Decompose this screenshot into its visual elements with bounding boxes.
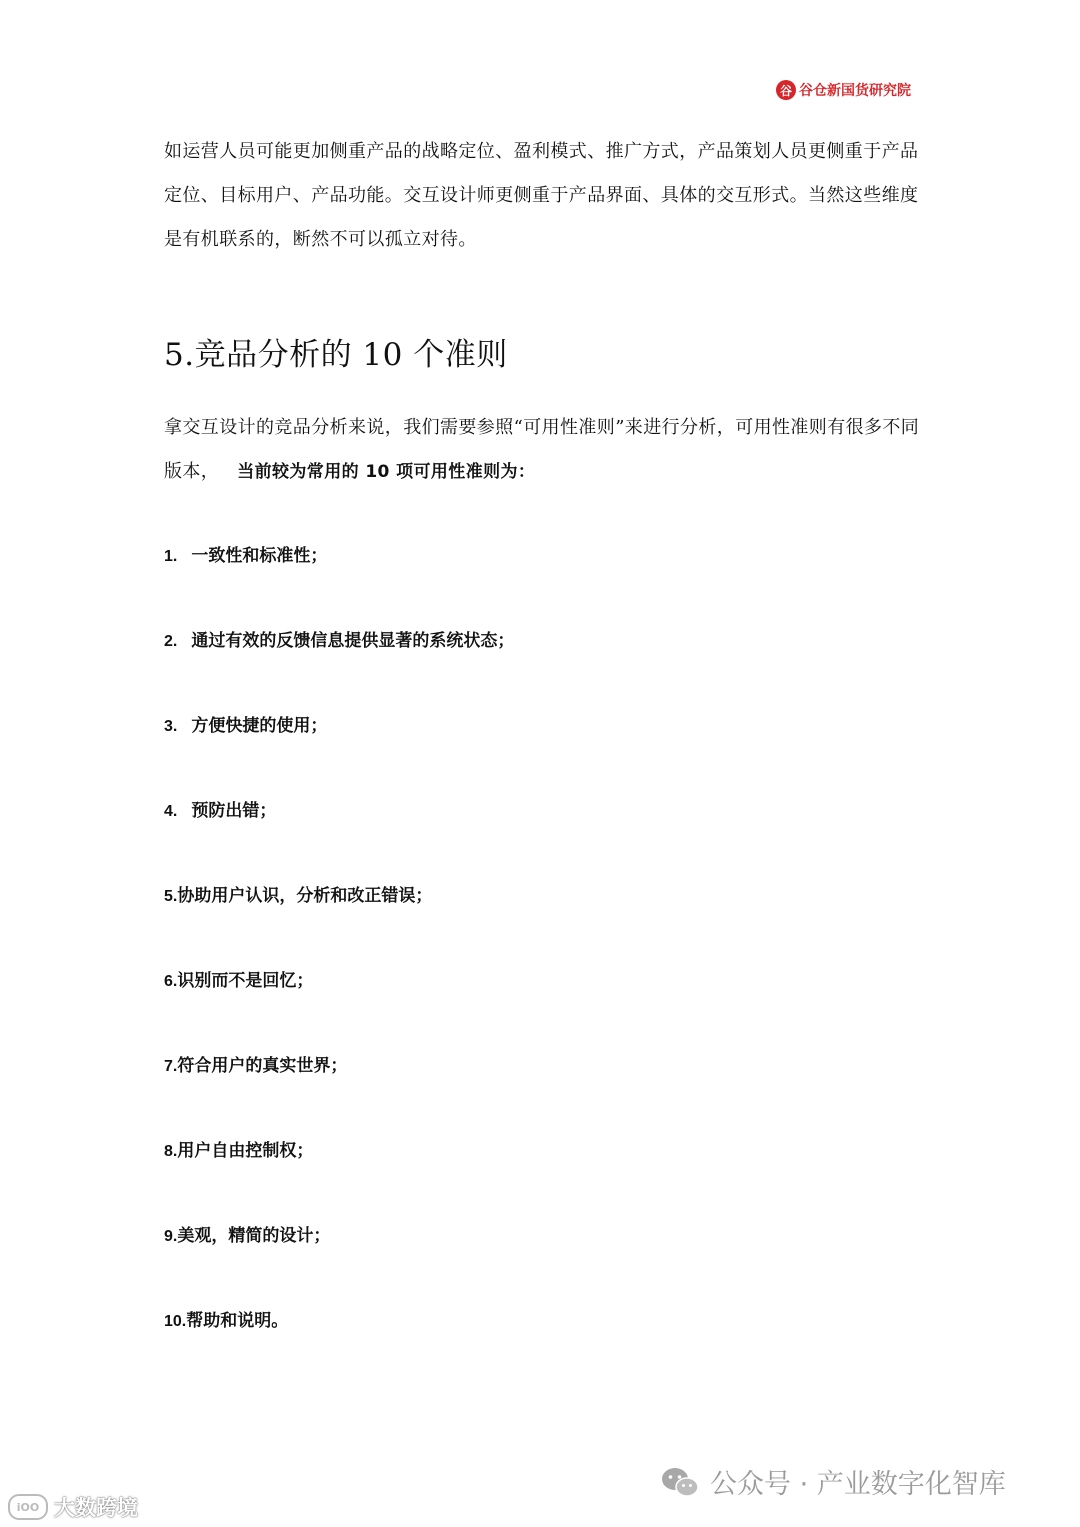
list-item-text: 用户自由控制权； bbox=[177, 1141, 314, 1161]
list-item-number: 5. bbox=[164, 888, 178, 905]
list-item bbox=[164, 1216, 514, 1301]
list-item-text: 符合用户的真实世界； bbox=[177, 1056, 348, 1076]
header-logo bbox=[776, 78, 911, 102]
list-item-number: 6. bbox=[164, 973, 178, 990]
list-item-number: 10. bbox=[164, 1313, 187, 1330]
wechat-icon bbox=[660, 1465, 700, 1499]
watermark-right bbox=[660, 1462, 1006, 1501]
list-item bbox=[164, 536, 514, 621]
list-item-text: 美观，精简的设计； bbox=[177, 1226, 331, 1246]
section-paragraph bbox=[164, 406, 924, 494]
watermark-left-text: 大数跨境 bbox=[54, 1496, 138, 1520]
list-item-number: 2. bbox=[164, 633, 178, 650]
list-item-text: 预防出错； bbox=[191, 801, 277, 821]
list-item bbox=[164, 621, 514, 706]
list-item-number: 3. bbox=[164, 718, 178, 735]
list-item bbox=[164, 1131, 514, 1216]
section-paragraph-text: 拿交互设计的竞品分析来说，我们需要参照“可用性准则”来进行分析，可用性准则有很多不同版本， bbox=[164, 417, 920, 482]
section-paragraph-bold: 当前较为常用的 10 项可用性准则为： bbox=[237, 462, 536, 482]
watermark-left bbox=[8, 1492, 138, 1522]
list-item-text: 帮助和说明。 bbox=[186, 1311, 289, 1331]
list-item-number: 1. bbox=[164, 548, 178, 565]
list-item bbox=[164, 1301, 514, 1386]
intro-paragraph: 如运营人员可能更加侧重产品的战略定位、盈利模式、推广方式，产品策划人员更侧重于产品定位、目标用户、产品功能。交互设计师更侧重于产品界面、具体的交互形式。当然这些维度是有机联系的，断然不可以孤立对待。 bbox=[164, 141, 919, 250]
list-item-number: 4. bbox=[164, 803, 178, 820]
list-item-number: 7. bbox=[164, 1058, 178, 1075]
list-item-text: 方便快捷的使用； bbox=[191, 716, 328, 736]
list-item bbox=[164, 961, 514, 1046]
rules-list bbox=[164, 536, 514, 1386]
list-item-text: 识别而不是回忆； bbox=[177, 971, 314, 991]
list-item-text: 一致性和标准性； bbox=[191, 546, 328, 566]
brand-badge-icon: iOO bbox=[8, 1494, 48, 1520]
list-item-number: 8. bbox=[164, 1143, 178, 1160]
list-item bbox=[164, 791, 514, 876]
section-heading: 5.竞品分析的 10 个准则 bbox=[164, 337, 508, 373]
logo-icon: 谷 bbox=[776, 80, 796, 100]
list-item bbox=[164, 706, 514, 791]
list-item-text: 协助用户认识，分析和改正错误； bbox=[177, 886, 433, 906]
list-item-number: 9. bbox=[164, 1228, 178, 1245]
logo-text: 谷仓新国货研究院 bbox=[799, 83, 911, 99]
watermark-right-text: 公众号 · 产业数字化智库 bbox=[710, 1469, 1006, 1500]
list-item bbox=[164, 876, 514, 961]
list-item-text: 通过有效的反馈信息提供显著的系统状态； bbox=[191, 631, 515, 651]
list-item bbox=[164, 1046, 514, 1131]
